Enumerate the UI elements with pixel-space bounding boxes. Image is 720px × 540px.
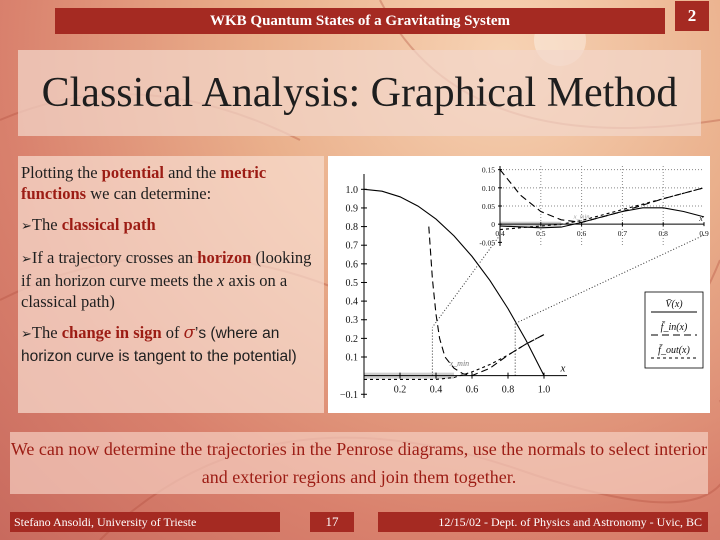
bullet-2-text: If a trajectory crosses an [31, 248, 198, 267]
footer-date-venue [378, 512, 708, 532]
x-tick-label: 0.6 [465, 384, 479, 396]
main-series-line-1 [429, 227, 544, 376]
inset-y-tick-label: 0 [491, 220, 495, 230]
function-plot [328, 156, 710, 413]
bullet-horizon [21, 247, 323, 312]
intro-text-3: we can determine: [86, 184, 212, 203]
x-tick-label: 0.2 [393, 384, 407, 396]
footer-slide-number [310, 512, 354, 532]
inset-y-tick-label: 0.05 [481, 202, 495, 211]
x-tick-label: 0.8 [501, 384, 515, 396]
intro-paragraph [21, 162, 323, 204]
conclusion-box [10, 432, 708, 494]
x-tick-label: 0.4 [429, 384, 443, 396]
x-tick-label: 1.0 [537, 384, 551, 396]
y-tick-label: 0.4 [345, 296, 358, 308]
x-axis-label: x [560, 362, 566, 375]
bullet-3-text-3: ’s (where an horizon curve is tangent to the potential) [21, 325, 297, 365]
text-content [21, 162, 323, 377]
header-title-bar [55, 8, 665, 34]
inset-x-tick-label: 0.4 [495, 229, 505, 239]
y-tick-label: −0.1 [339, 389, 358, 401]
header-title: WKB Quantum States of a Gravitating System [210, 13, 510, 29]
page-number: 2 [687, 6, 697, 25]
intro-keyword-metric: metric functions [21, 163, 267, 203]
inset-xmin-annotation: x_min [573, 213, 590, 221]
bullet-sign-change [21, 322, 323, 367]
sigma-symbol: σ [183, 323, 195, 342]
bullet-2-text-2: (looking if an horizon curve meets the [21, 248, 312, 290]
legend-entry: f̄_out(x) [658, 345, 690, 356]
y-tick-label: 0.2 [345, 333, 358, 345]
bullet-2-variable: x [217, 271, 225, 290]
bullet-3-text-2: of [161, 323, 184, 342]
footer-author-text: Stefano Ansoldi, University of Trieste [14, 515, 197, 529]
inset-y-tick-label: 0.15 [481, 165, 495, 175]
inset-x-tick-label: 0.9 [699, 229, 709, 239]
plot-panel [328, 156, 710, 413]
footer-slide-number-text: 17 [325, 514, 339, 529]
inset-x-axis-label: x [699, 214, 703, 224]
slide-title: Classical Analysis: Graphical Method [41, 70, 678, 116]
y-tick-label: 1.0 [345, 184, 358, 196]
bullet-1-keyword: classical path [61, 215, 156, 234]
xmin-annotation: x_min [449, 359, 470, 369]
y-tick-label: 0.7 [345, 240, 358, 252]
y-tick-label: 0.5 [345, 277, 358, 289]
bullet-arrow-icon: ➢ [21, 219, 32, 234]
footer-date-venue-text: 12/15/02 - Dept. of Physics and Astronomy - Uvic, BC [438, 515, 702, 529]
y-tick-label: 0.3 [345, 315, 358, 327]
footer-author [10, 512, 280, 532]
inset-y-tick-label: -0.05 [479, 238, 495, 248]
bullet-2-text-3: axis on a classical path) [21, 271, 288, 311]
y-tick-label: 0.8 [345, 222, 358, 234]
legend-entry: V̄(x) [665, 299, 683, 310]
inset-x-tick-label: 0.7 [617, 229, 628, 239]
page-number-badge [675, 1, 709, 31]
inset-x-tick-label: 0.8 [658, 229, 668, 239]
bullet-3-text: The [31, 323, 62, 342]
conclusion-text: We can now determine the trajectories in the Penrose diagrams, use the normals to select interior and exterior regions and join them together. [10, 439, 708, 487]
y-tick-label: 0.6 [345, 259, 358, 271]
inset-x-tick-label: 0.6 [576, 229, 587, 239]
inset-x-tick-label: 0.5 [536, 229, 546, 239]
y-tick-label: 0.1 [345, 352, 358, 364]
bullet-2-keyword: horizon [197, 248, 252, 267]
intro-text-1: Plotting the [21, 163, 102, 182]
bullet-1-text: The [31, 215, 62, 234]
inset-y-tick-label: 0.10 [481, 183, 495, 193]
intro-keyword-potential: potential [101, 163, 165, 182]
inset-background [498, 166, 706, 248]
intro-text-2: and the [164, 163, 221, 182]
bullet-arrow-icon: ➢ [21, 327, 32, 342]
title-box [18, 50, 701, 136]
bullet-arrow-icon: ➢ [21, 252, 32, 267]
bullet-3-keyword: change in sign [61, 323, 162, 342]
bullet-classical-path [21, 214, 323, 237]
legend-entry: f̄_in(x) [660, 322, 688, 333]
y-tick-label: 0.9 [345, 203, 358, 215]
text-panel [18, 156, 324, 413]
